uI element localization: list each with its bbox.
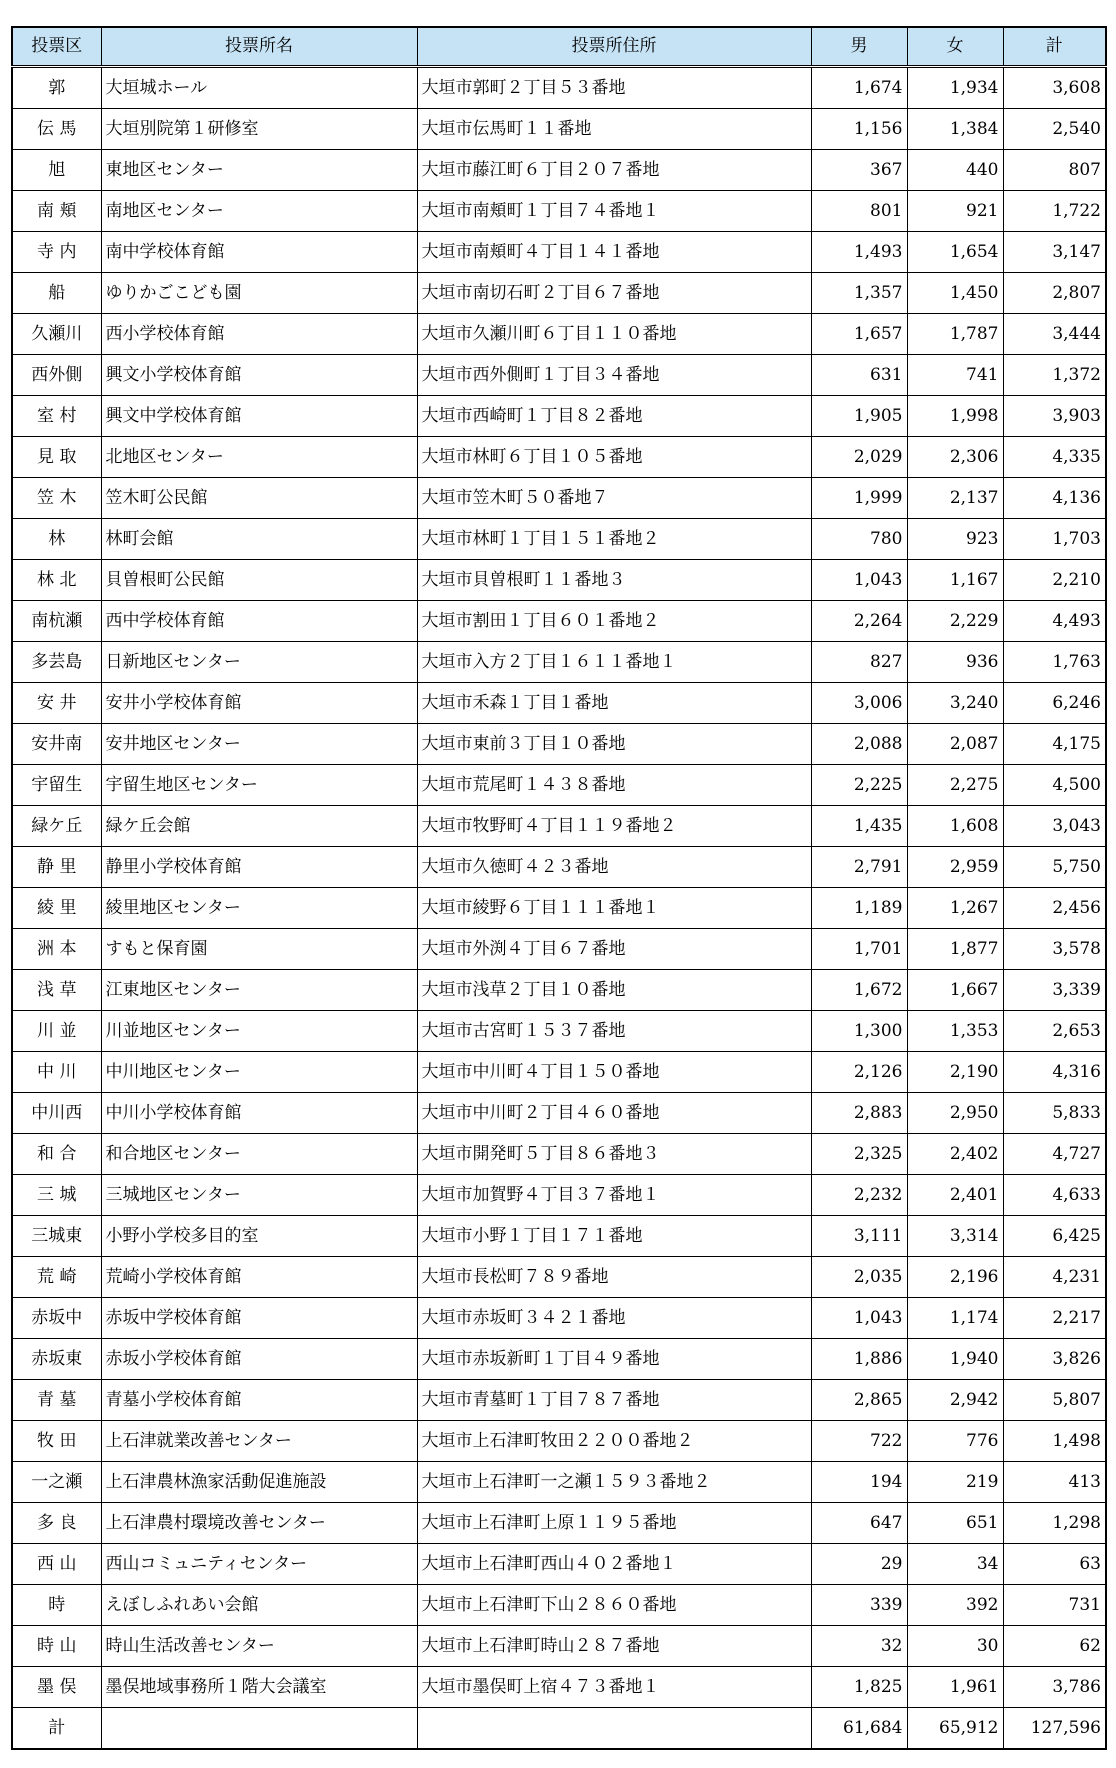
table-row — [12, 191, 1106, 232]
cell-male: 339 — [811, 1585, 907, 1626]
cell-address: 大垣市中川町２丁目４６０番地 — [417, 1093, 811, 1134]
cell-male: 2,225 — [811, 765, 907, 806]
table-row — [12, 1544, 1106, 1585]
cell-district: 安 井 — [12, 683, 101, 724]
cell-station: 上石津農林漁家活動促進施設 — [101, 1462, 417, 1503]
cell-district: 旭 — [12, 150, 101, 191]
cell-station: 大垣城ホール — [101, 67, 417, 109]
table-row — [12, 1216, 1106, 1257]
cell-address: 大垣市東前３丁目１０番地 — [417, 724, 811, 765]
table-row — [12, 1421, 1106, 1462]
cell-address: 大垣市上石津町牧田２２００番地２ — [417, 1421, 811, 1462]
cell-address: 大垣市久徳町４２３番地 — [417, 847, 811, 888]
cell-district: 寺 内 — [12, 232, 101, 273]
cell-female: 1,998 — [907, 396, 1003, 437]
table-row — [12, 1585, 1106, 1626]
table-row — [12, 109, 1106, 150]
cell-total: 63 — [1003, 1544, 1106, 1585]
cell-male: 1,156 — [811, 109, 907, 150]
cell-female: 1,961 — [907, 1667, 1003, 1708]
cell-female: 1,450 — [907, 273, 1003, 314]
cell-address: 大垣市伝馬町１１番地 — [417, 109, 811, 150]
totals-female: 65,912 — [907, 1708, 1003, 1750]
cell-male: 2,865 — [811, 1380, 907, 1421]
cell-station: 東地区センター — [101, 150, 417, 191]
cell-male: 2,035 — [811, 1257, 907, 1298]
cell-total: 4,500 — [1003, 765, 1106, 806]
cell-address: 大垣市中川町４丁目１５０番地 — [417, 1052, 811, 1093]
cell-male: 2,088 — [811, 724, 907, 765]
cell-male: 2,029 — [811, 437, 907, 478]
table-row — [12, 1298, 1106, 1339]
table-row — [12, 970, 1106, 1011]
cell-female: 2,087 — [907, 724, 1003, 765]
cell-male: 3,006 — [811, 683, 907, 724]
table-row — [12, 1626, 1106, 1667]
cell-address: 大垣市加賀野４丁目３７番地１ — [417, 1175, 811, 1216]
cell-station: 緑ケ丘会館 — [101, 806, 417, 847]
cell-address: 大垣市小野１丁目１７１番地 — [417, 1216, 811, 1257]
cell-female: 1,267 — [907, 888, 1003, 929]
cell-female: 2,137 — [907, 478, 1003, 519]
cell-address: 大垣市入方２丁目１６１１番地１ — [417, 642, 811, 683]
cell-district: 荒 崎 — [12, 1257, 101, 1298]
cell-district: 一之瀬 — [12, 1462, 101, 1503]
cell-female: 2,402 — [907, 1134, 1003, 1175]
cell-male: 2,232 — [811, 1175, 907, 1216]
header-district: 投票区 — [12, 27, 101, 67]
cell-male: 2,791 — [811, 847, 907, 888]
cell-total: 6,425 — [1003, 1216, 1106, 1257]
cell-male: 1,357 — [811, 273, 907, 314]
cell-station: 中川小学校体育館 — [101, 1093, 417, 1134]
table-row — [12, 683, 1106, 724]
cell-address: 大垣市上石津町時山２８７番地 — [417, 1626, 811, 1667]
cell-female: 30 — [907, 1626, 1003, 1667]
cell-address: 大垣市上石津町一之瀬１５９３番地２ — [417, 1462, 811, 1503]
cell-female: 3,240 — [907, 683, 1003, 724]
cell-female: 921 — [907, 191, 1003, 232]
cell-station: 赤坂中学校体育館 — [101, 1298, 417, 1339]
cell-district: 船 — [12, 273, 101, 314]
cell-female: 1,940 — [907, 1339, 1003, 1380]
table-row — [12, 1175, 1106, 1216]
cell-address: 大垣市青墓町１丁目７８７番地 — [417, 1380, 811, 1421]
cell-female: 440 — [907, 150, 1003, 191]
cell-district: 青 墓 — [12, 1380, 101, 1421]
cell-total: 2,807 — [1003, 273, 1106, 314]
table-row — [12, 888, 1106, 929]
cell-address: 大垣市古宮町１５３７番地 — [417, 1011, 811, 1052]
cell-address: 大垣市赤坂町３４２１番地 — [417, 1298, 811, 1339]
cell-male: 1,435 — [811, 806, 907, 847]
cell-female: 1,667 — [907, 970, 1003, 1011]
cell-total: 807 — [1003, 150, 1106, 191]
table-row — [12, 1462, 1106, 1503]
cell-district: 笠 木 — [12, 478, 101, 519]
cell-male: 801 — [811, 191, 907, 232]
cell-station: ゆりかごこども園 — [101, 273, 417, 314]
table-row — [12, 232, 1106, 273]
cell-total: 62 — [1003, 1626, 1106, 1667]
cell-total: 4,633 — [1003, 1175, 1106, 1216]
table-row — [12, 1503, 1106, 1544]
cell-address: 大垣市西外側町１丁目３４番地 — [417, 355, 811, 396]
cell-address: 大垣市綾野６丁目１１１番地１ — [417, 888, 811, 929]
polling-station-table — [11, 26, 1107, 1750]
cell-male: 194 — [811, 1462, 907, 1503]
cell-district: 南杭瀬 — [12, 601, 101, 642]
cell-male: 631 — [811, 355, 907, 396]
table-row — [12, 273, 1106, 314]
cell-female: 1,174 — [907, 1298, 1003, 1339]
cell-station: 興文中学校体育館 — [101, 396, 417, 437]
cell-district: 中川西 — [12, 1093, 101, 1134]
cell-address: 大垣市赤坂新町１丁目４９番地 — [417, 1339, 811, 1380]
cell-total: 5,750 — [1003, 847, 1106, 888]
cell-district: 赤坂中 — [12, 1298, 101, 1339]
cell-male: 1,189 — [811, 888, 907, 929]
cell-male: 722 — [811, 1421, 907, 1462]
cell-male: 780 — [811, 519, 907, 560]
cell-district: 室 村 — [12, 396, 101, 437]
cell-address: 大垣市荒尾町１４３８番地 — [417, 765, 811, 806]
cell-total: 2,456 — [1003, 888, 1106, 929]
cell-total: 3,578 — [1003, 929, 1106, 970]
cell-address: 大垣市開発町５丁目８６番地３ — [417, 1134, 811, 1175]
cell-total: 4,493 — [1003, 601, 1106, 642]
cell-district: 西 山 — [12, 1544, 101, 1585]
cell-male: 367 — [811, 150, 907, 191]
cell-station: 西中学校体育館 — [101, 601, 417, 642]
cell-total: 5,807 — [1003, 1380, 1106, 1421]
totals-total: 127,596 — [1003, 1708, 1106, 1750]
cell-male: 2,325 — [811, 1134, 907, 1175]
cell-address: 大垣市上石津町下山２８６０番地 — [417, 1585, 811, 1626]
cell-station: 青墓小学校体育館 — [101, 1380, 417, 1421]
cell-address: 大垣市禾森１丁目１番地 — [417, 683, 811, 724]
cell-district: 和 合 — [12, 1134, 101, 1175]
table-row — [12, 67, 1106, 109]
cell-district: 郭 — [12, 67, 101, 109]
cell-total: 3,826 — [1003, 1339, 1106, 1380]
table-header — [12, 27, 1106, 67]
cell-total: 4,727 — [1003, 1134, 1106, 1175]
cell-total: 3,043 — [1003, 806, 1106, 847]
cell-station: 林町会館 — [101, 519, 417, 560]
cell-total: 1,372 — [1003, 355, 1106, 396]
table-row — [12, 1134, 1106, 1175]
cell-address: 大垣市藤江町６丁目２０７番地 — [417, 150, 811, 191]
table-row — [12, 847, 1106, 888]
cell-district: 三 城 — [12, 1175, 101, 1216]
cell-address: 大垣市外渕４丁目６７番地 — [417, 929, 811, 970]
cell-district: 多芸島 — [12, 642, 101, 683]
cell-male: 1,825 — [811, 1667, 907, 1708]
cell-total: 1,703 — [1003, 519, 1106, 560]
cell-station: すもと保育園 — [101, 929, 417, 970]
cell-male: 2,126 — [811, 1052, 907, 1093]
cell-address: 大垣市上石津町西山４０２番地１ — [417, 1544, 811, 1585]
table-row — [12, 396, 1106, 437]
cell-male: 1,999 — [811, 478, 907, 519]
cell-district: 伝 馬 — [12, 109, 101, 150]
cell-address: 大垣市郭町２丁目５３番地 — [417, 67, 811, 109]
table-footer — [12, 1708, 1106, 1750]
table-row — [12, 355, 1106, 396]
cell-female: 2,950 — [907, 1093, 1003, 1134]
cell-female: 923 — [907, 519, 1003, 560]
cell-female: 2,401 — [907, 1175, 1003, 1216]
cell-station: 大垣別院第１研修室 — [101, 109, 417, 150]
cell-district: 時 山 — [12, 1626, 101, 1667]
cell-address: 大垣市南切石町２丁目６７番地 — [417, 273, 811, 314]
table-row — [12, 519, 1106, 560]
cell-total: 4,231 — [1003, 1257, 1106, 1298]
cell-station: えぼしふれあい会館 — [101, 1585, 417, 1626]
cell-total: 731 — [1003, 1585, 1106, 1626]
cell-female: 741 — [907, 355, 1003, 396]
cell-total: 413 — [1003, 1462, 1106, 1503]
table-row — [12, 437, 1106, 478]
cell-district: 洲 本 — [12, 929, 101, 970]
cell-district: 宇留生 — [12, 765, 101, 806]
table-row — [12, 642, 1106, 683]
table-row — [12, 806, 1106, 847]
cell-address: 大垣市笠木町５０番地７ — [417, 478, 811, 519]
cell-male: 2,264 — [811, 601, 907, 642]
cell-station: 宇留生地区センター — [101, 765, 417, 806]
totals-label: 計 — [12, 1708, 101, 1750]
cell-station: 日新地区センター — [101, 642, 417, 683]
cell-female: 3,314 — [907, 1216, 1003, 1257]
cell-male: 1,886 — [811, 1339, 907, 1380]
cell-total: 4,136 — [1003, 478, 1106, 519]
cell-total: 1,298 — [1003, 1503, 1106, 1544]
cell-station: 南地区センター — [101, 191, 417, 232]
cell-station: 赤坂小学校体育館 — [101, 1339, 417, 1380]
cell-female: 2,275 — [907, 765, 1003, 806]
cell-total: 4,175 — [1003, 724, 1106, 765]
cell-district: 西外側 — [12, 355, 101, 396]
cell-district: 赤坂東 — [12, 1339, 101, 1380]
cell-station: 貝曽根町公民館 — [101, 560, 417, 601]
table-row — [12, 1257, 1106, 1298]
cell-total: 3,903 — [1003, 396, 1106, 437]
cell-total: 4,335 — [1003, 437, 1106, 478]
cell-total: 3,608 — [1003, 67, 1106, 109]
cell-address: 大垣市墨俣町上宿４７３番地１ — [417, 1667, 811, 1708]
cell-female: 219 — [907, 1462, 1003, 1503]
cell-female: 1,877 — [907, 929, 1003, 970]
cell-female: 2,306 — [907, 437, 1003, 478]
cell-total: 2,210 — [1003, 560, 1106, 601]
cell-station: 綾里地区センター — [101, 888, 417, 929]
cell-total: 2,653 — [1003, 1011, 1106, 1052]
cell-station: 荒崎小学校体育館 — [101, 1257, 417, 1298]
cell-female: 651 — [907, 1503, 1003, 1544]
cell-district: 浅 草 — [12, 970, 101, 1011]
cell-male: 3,111 — [811, 1216, 907, 1257]
cell-total: 6,246 — [1003, 683, 1106, 724]
cell-female: 1,654 — [907, 232, 1003, 273]
cell-district: 林 — [12, 519, 101, 560]
cell-female: 1,384 — [907, 109, 1003, 150]
cell-total: 3,339 — [1003, 970, 1106, 1011]
header-female: 女 — [907, 27, 1003, 67]
table-row — [12, 765, 1106, 806]
cell-address: 大垣市牧野町４丁目１１９番地２ — [417, 806, 811, 847]
cell-female: 1,934 — [907, 67, 1003, 109]
cell-male: 827 — [811, 642, 907, 683]
cell-total: 4,316 — [1003, 1052, 1106, 1093]
cell-station: 墨俣地域事務所１階大会議室 — [101, 1667, 417, 1708]
cell-male: 1,674 — [811, 67, 907, 109]
cell-total: 2,217 — [1003, 1298, 1106, 1339]
cell-female: 1,353 — [907, 1011, 1003, 1052]
table-row — [12, 1093, 1106, 1134]
cell-station: 北地区センター — [101, 437, 417, 478]
cell-total: 2,540 — [1003, 109, 1106, 150]
cell-station: 上石津農村環境改善センター — [101, 1503, 417, 1544]
cell-district: 多 良 — [12, 1503, 101, 1544]
cell-address: 大垣市浅草２丁目１０番地 — [417, 970, 811, 1011]
cell-station: 笠木町公民館 — [101, 478, 417, 519]
cell-female: 1,787 — [907, 314, 1003, 355]
table-row — [12, 1339, 1106, 1380]
cell-station: 興文小学校体育館 — [101, 355, 417, 396]
cell-address: 大垣市南頬町１丁目７４番地１ — [417, 191, 811, 232]
cell-female: 2,190 — [907, 1052, 1003, 1093]
cell-station: 西小学校体育館 — [101, 314, 417, 355]
cell-female: 1,608 — [907, 806, 1003, 847]
table-row — [12, 1667, 1106, 1708]
totals-row — [12, 1708, 1106, 1750]
cell-address: 大垣市貝曽根町１１番地３ — [417, 560, 811, 601]
cell-male: 1,672 — [811, 970, 907, 1011]
cell-total: 1,498 — [1003, 1421, 1106, 1462]
table-body — [12, 67, 1106, 1708]
cell-district: 見 取 — [12, 437, 101, 478]
cell-station: 小野小学校多目的室 — [101, 1216, 417, 1257]
cell-address: 大垣市長松町７８９番地 — [417, 1257, 811, 1298]
cell-district: 林 北 — [12, 560, 101, 601]
table-row — [12, 724, 1106, 765]
table-row — [12, 150, 1106, 191]
cell-male: 1,300 — [811, 1011, 907, 1052]
cell-station: 南中学校体育館 — [101, 232, 417, 273]
cell-district: 川 並 — [12, 1011, 101, 1052]
cell-district: 安井南 — [12, 724, 101, 765]
cell-female: 2,959 — [907, 847, 1003, 888]
cell-total: 1,763 — [1003, 642, 1106, 683]
cell-total: 3,786 — [1003, 1667, 1106, 1708]
cell-male: 1,043 — [811, 1298, 907, 1339]
cell-district: 中 川 — [12, 1052, 101, 1093]
cell-station: 上石津就業改善センター — [101, 1421, 417, 1462]
cell-total: 5,833 — [1003, 1093, 1106, 1134]
cell-district: 牧 田 — [12, 1421, 101, 1462]
cell-station: 和合地区センター — [101, 1134, 417, 1175]
cell-female: 392 — [907, 1585, 1003, 1626]
cell-station: 中川地区センター — [101, 1052, 417, 1093]
cell-station: 川並地区センター — [101, 1011, 417, 1052]
header-total: 計 — [1003, 27, 1106, 67]
cell-male: 647 — [811, 1503, 907, 1544]
header-male: 男 — [811, 27, 907, 67]
cell-male: 1,657 — [811, 314, 907, 355]
cell-female: 1,167 — [907, 560, 1003, 601]
table-row — [12, 1380, 1106, 1421]
cell-station: 江東地区センター — [101, 970, 417, 1011]
cell-total: 3,444 — [1003, 314, 1106, 355]
totals-station-empty — [101, 1708, 417, 1750]
cell-station: 時山生活改善センター — [101, 1626, 417, 1667]
table-row — [12, 314, 1106, 355]
cell-district: 三城東 — [12, 1216, 101, 1257]
cell-male: 1,043 — [811, 560, 907, 601]
table-row — [12, 1052, 1106, 1093]
cell-district: 静 里 — [12, 847, 101, 888]
cell-district: 綾 里 — [12, 888, 101, 929]
cell-male: 1,493 — [811, 232, 907, 273]
table-row — [12, 478, 1106, 519]
cell-address: 大垣市南頬町４丁目１４１番地 — [417, 232, 811, 273]
cell-female: 2,942 — [907, 1380, 1003, 1421]
cell-male: 2,883 — [811, 1093, 907, 1134]
cell-station: 安井小学校体育館 — [101, 683, 417, 724]
cell-female: 936 — [907, 642, 1003, 683]
cell-station: 静里小学校体育館 — [101, 847, 417, 888]
cell-total: 3,147 — [1003, 232, 1106, 273]
cell-male: 29 — [811, 1544, 907, 1585]
cell-male: 32 — [811, 1626, 907, 1667]
cell-district: 時 — [12, 1585, 101, 1626]
cell-address: 大垣市西崎町１丁目８２番地 — [417, 396, 811, 437]
cell-male: 1,905 — [811, 396, 907, 437]
table-row — [12, 929, 1106, 970]
cell-district: 緑ケ丘 — [12, 806, 101, 847]
cell-address: 大垣市割田１丁目６０１番地２ — [417, 601, 811, 642]
cell-address: 大垣市林町１丁目１５１番地２ — [417, 519, 811, 560]
cell-female: 2,196 — [907, 1257, 1003, 1298]
header-address: 投票所住所 — [417, 27, 811, 67]
table-row — [12, 601, 1106, 642]
cell-district: 南 頬 — [12, 191, 101, 232]
cell-station: 西山コミュニティセンター — [101, 1544, 417, 1585]
cell-male: 1,701 — [811, 929, 907, 970]
cell-female: 34 — [907, 1544, 1003, 1585]
cell-female: 2,229 — [907, 601, 1003, 642]
cell-female: 776 — [907, 1421, 1003, 1462]
cell-station: 安井地区センター — [101, 724, 417, 765]
cell-total: 1,722 — [1003, 191, 1106, 232]
header-station: 投票所名 — [101, 27, 417, 67]
totals-address-empty — [417, 1708, 811, 1750]
cell-address: 大垣市林町６丁目１０５番地 — [417, 437, 811, 478]
cell-address: 大垣市上石津町上原１１９５番地 — [417, 1503, 811, 1544]
cell-station: 三城地区センター — [101, 1175, 417, 1216]
cell-district: 久瀬川 — [12, 314, 101, 355]
totals-male: 61,684 — [811, 1708, 907, 1750]
cell-district: 墨 俣 — [12, 1667, 101, 1708]
table-row — [12, 560, 1106, 601]
cell-address: 大垣市久瀬川町６丁目１１０番地 — [417, 314, 811, 355]
table-row — [12, 1011, 1106, 1052]
